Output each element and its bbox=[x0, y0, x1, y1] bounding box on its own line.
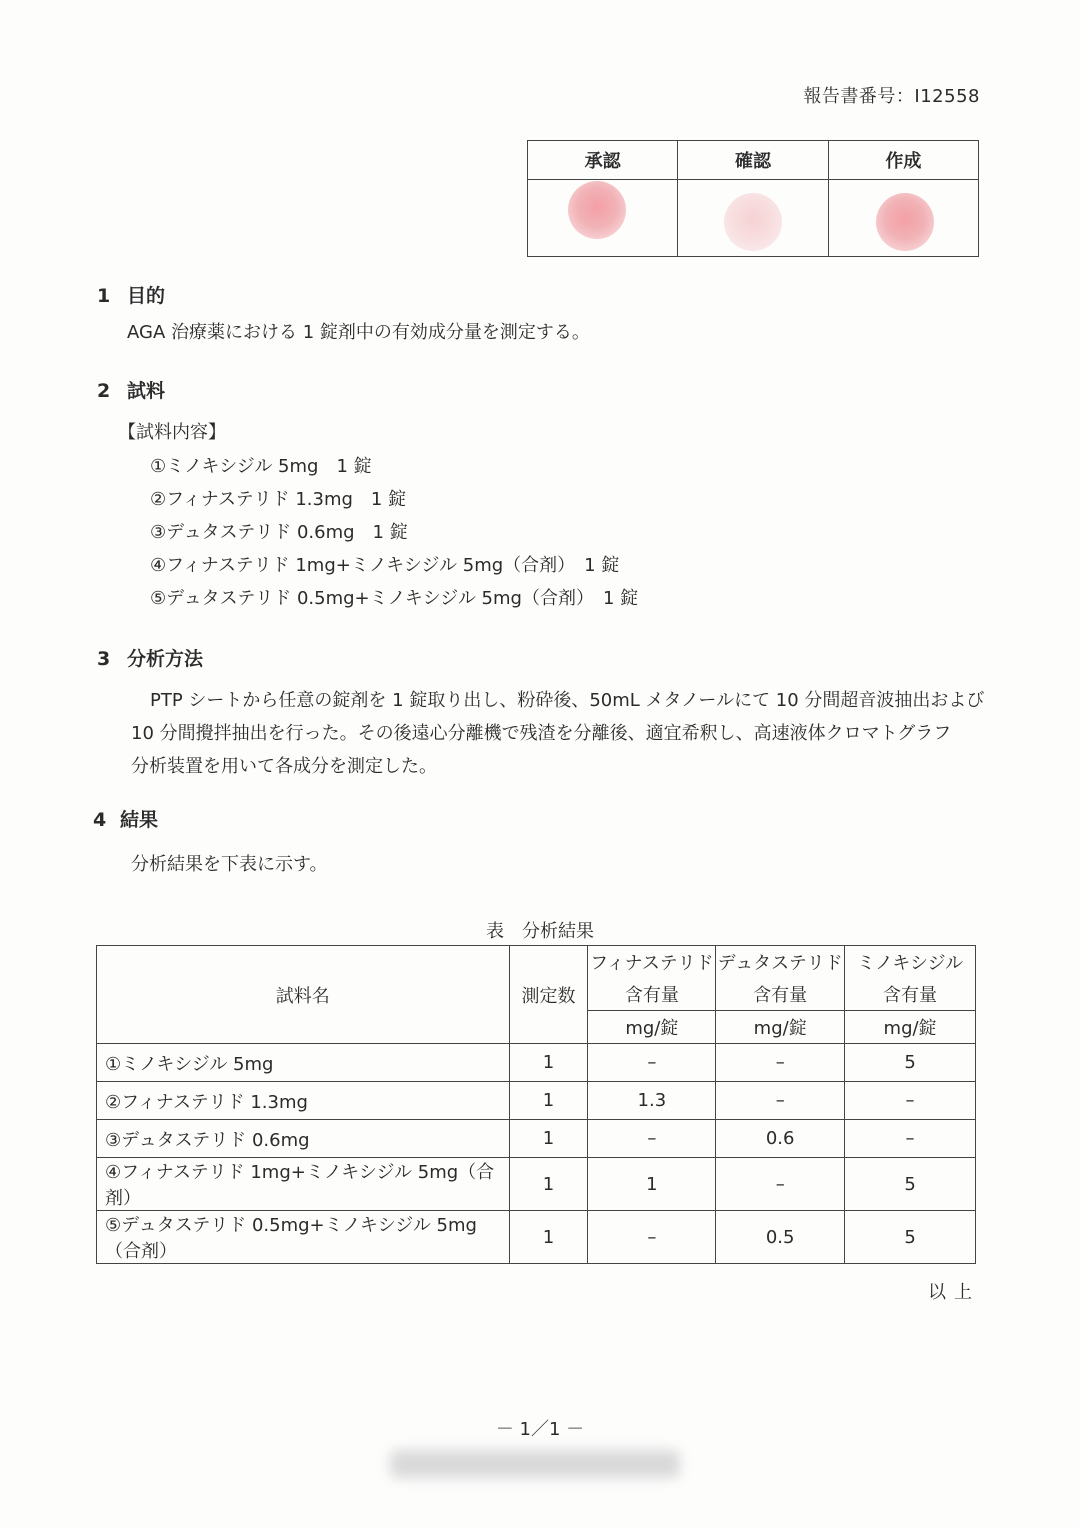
approval-cell-approve bbox=[528, 180, 678, 257]
section-1-heading: 1 目的 bbox=[97, 285, 166, 307]
end-mark: 以上 bbox=[928, 1282, 980, 1303]
list-item: ④フィナステリド 1mg+ミノキシジル 5mg（合剤） 1 錠 bbox=[150, 555, 620, 576]
result-table bbox=[96, 945, 976, 1264]
header-content-label: 含有量 bbox=[845, 978, 976, 1011]
approval-stamp-table bbox=[527, 140, 979, 257]
header-minoxidil: ミノキシジル bbox=[845, 946, 976, 979]
section-4-heading: 4 結果 bbox=[93, 809, 159, 831]
header-content-label: 含有量 bbox=[716, 978, 845, 1011]
cell-dutasteride: – bbox=[716, 1082, 845, 1120]
cell-count: 1 bbox=[509, 1158, 588, 1211]
table-caption: 表 分析結果 bbox=[486, 921, 594, 942]
cell-dutasteride: – bbox=[716, 1158, 845, 1211]
header-unit: mg/錠 bbox=[716, 1011, 845, 1044]
cell-minoxidil: 5 bbox=[845, 1044, 976, 1082]
cell-finasteride: – bbox=[588, 1211, 716, 1264]
seal-stamp-icon bbox=[724, 193, 782, 251]
approval-cell-create bbox=[828, 180, 978, 257]
approval-cell-confirm bbox=[678, 180, 828, 257]
table-row bbox=[97, 1082, 976, 1120]
cell-finasteride: 1.3 bbox=[588, 1082, 716, 1120]
header-finasteride: フィナステリド bbox=[588, 946, 716, 979]
cell-count: 1 bbox=[509, 1044, 588, 1082]
header-sample-name: 試料名 bbox=[97, 946, 510, 1044]
header-content-label: 含有量 bbox=[588, 978, 716, 1011]
cell-count: 1 bbox=[509, 1120, 588, 1158]
cell-finasteride: – bbox=[588, 1044, 716, 1082]
cell-sample: ⑤デュタステリド 0.5mg+ミノキシジル 5mg（合剤） bbox=[97, 1211, 510, 1264]
table-row bbox=[97, 1211, 976, 1264]
cell-minoxidil: 5 bbox=[845, 1211, 976, 1264]
cell-dutasteride: 0.5 bbox=[716, 1211, 845, 1264]
cell-sample: ③デュタステリド 0.6mg bbox=[97, 1120, 510, 1158]
header-count: 測定数 bbox=[509, 946, 588, 1044]
cell-count: 1 bbox=[509, 1211, 588, 1264]
cell-minoxidil: – bbox=[845, 1082, 976, 1120]
table-row bbox=[97, 1158, 976, 1211]
section-1-text: AGA 治療薬における 1 錠剤中の有効成分量を測定する。 bbox=[127, 322, 590, 343]
cell-finasteride: 1 bbox=[588, 1158, 716, 1211]
cell-count: 1 bbox=[509, 1082, 588, 1120]
approval-header-create: 作成 bbox=[828, 141, 978, 180]
method-line: 分析装置を用いて各成分を測定した。 bbox=[131, 756, 437, 777]
section-2-heading: 2 試料 bbox=[97, 380, 166, 402]
seal-stamp-icon bbox=[568, 181, 626, 239]
seal-stamp-icon bbox=[876, 193, 934, 251]
section-4-text: 分析結果を下表に示す。 bbox=[131, 854, 328, 875]
list-item: ⑤デュタステリド 0.5mg+ミノキシジル 5mg（合剤） 1 錠 bbox=[150, 588, 639, 609]
header-unit: mg/錠 bbox=[845, 1011, 976, 1044]
table-row bbox=[97, 1044, 976, 1082]
approval-header-approve: 承認 bbox=[528, 141, 678, 180]
redacted-footer bbox=[390, 1450, 680, 1478]
page-number: － 1／1 － bbox=[495, 1419, 585, 1440]
sample-list bbox=[150, 450, 638, 615]
list-item: ②フィナステリド 1.3mg 1 錠 bbox=[150, 489, 407, 510]
section-3-heading: 3 分析方法 bbox=[97, 648, 204, 670]
cell-sample: ①ミノキシジル 5mg bbox=[97, 1044, 510, 1082]
report-number: 報告書番号：I12558 bbox=[803, 86, 980, 107]
cell-finasteride: – bbox=[588, 1120, 716, 1158]
cell-dutasteride: 0.6 bbox=[716, 1120, 845, 1158]
sample-subtitle: 【試料内容】 bbox=[118, 422, 226, 443]
method-line: 10 分間攪拌抽出を行った。その後遠心分離機で残渣を分離後、適宜希釈し、高速液体クロマトグラフ bbox=[131, 723, 952, 744]
method-line: PTP シートから任意の錠剤を 1 錠取り出し、粉砕後、50mL メタノールにて 10 分間超音波抽出および bbox=[150, 690, 985, 711]
cell-dutasteride: – bbox=[716, 1044, 845, 1082]
approval-header-confirm: 確認 bbox=[678, 141, 828, 180]
header-unit: mg/錠 bbox=[588, 1011, 716, 1044]
cell-sample: ④フィナステリド 1mg+ミノキシジル 5mg（合剤） bbox=[97, 1158, 510, 1211]
header-dutasteride: デュタステリド bbox=[716, 946, 845, 979]
cell-sample: ②フィナステリド 1.3mg bbox=[97, 1082, 510, 1120]
cell-minoxidil: 5 bbox=[845, 1158, 976, 1211]
list-item: ①ミノキシジル 5mg 1 錠 bbox=[150, 456, 372, 477]
table-row bbox=[97, 1120, 976, 1158]
cell-minoxidil: – bbox=[845, 1120, 976, 1158]
list-item: ③デュタステリド 0.6mg 1 錠 bbox=[150, 522, 408, 543]
